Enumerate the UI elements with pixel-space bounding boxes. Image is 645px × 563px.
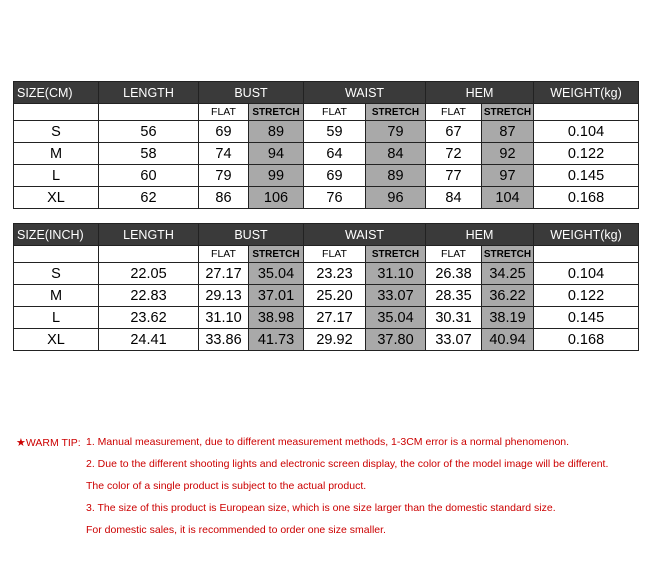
tip-line: 3. The size of this product is European size, which is one size larger than the domestic standard size.	[86, 502, 556, 514]
header-length: LENGTH	[99, 82, 199, 104]
tip-line: The color of a single product is subject to the actual product.	[86, 480, 367, 492]
cell-length: 23.62	[99, 307, 199, 329]
star-icon: ★	[16, 437, 26, 449]
cell-waist-stretch: 37.80	[366, 329, 426, 351]
cell-size: M	[14, 143, 99, 165]
cell-hem-stretch: 38.19	[482, 307, 534, 329]
cell-hem-flat: 28.35	[426, 285, 482, 307]
cell-hem-stretch: 36.22	[482, 285, 534, 307]
sub-stretch: STRETCH	[482, 104, 534, 121]
cell-bust-stretch: 37.01	[249, 285, 304, 307]
cell-waist-flat: 27.17	[304, 307, 366, 329]
cell-waist-stretch: 33.07	[366, 285, 426, 307]
cell-bust-stretch: 99	[249, 165, 304, 187]
table-header-row	[14, 224, 639, 246]
cell-bust-stretch: 41.73	[249, 329, 304, 351]
size-table-cm	[13, 81, 639, 209]
cell-bust-flat: 86	[199, 187, 249, 209]
header-hem: HEM	[426, 224, 534, 246]
cell-bust-stretch: 35.04	[249, 263, 304, 285]
cell-hem-flat: 33.07	[426, 329, 482, 351]
size-table-inch	[13, 223, 639, 351]
cell-hem-stretch: 40.94	[482, 329, 534, 351]
cell-waist-flat: 59	[304, 121, 366, 143]
cell-weight: 0.145	[534, 307, 639, 329]
cell-length: 60	[99, 165, 199, 187]
cell-length: 22.83	[99, 285, 199, 307]
cell-hem-stretch: 92	[482, 143, 534, 165]
sub-flat: FLAT	[199, 104, 249, 121]
sub-stretch: STRETCH	[249, 246, 304, 263]
header-bust: BUST	[199, 224, 304, 246]
header-hem: HEM	[426, 82, 534, 104]
table-row	[14, 121, 639, 143]
sub-flat: FLAT	[304, 104, 366, 121]
cell-hem-flat: 30.31	[426, 307, 482, 329]
cell-waist-flat: 29.92	[304, 329, 366, 351]
sub-empty	[99, 104, 199, 121]
cell-length: 56	[99, 121, 199, 143]
table-subheader-row	[14, 104, 639, 121]
cell-bust-flat: 74	[199, 143, 249, 165]
sub-stretch: STRETCH	[366, 104, 426, 121]
header-weight: WEIGHT(kg)	[534, 224, 639, 246]
header-length: LENGTH	[99, 224, 199, 246]
cell-weight: 0.122	[534, 143, 639, 165]
sub-flat: FLAT	[426, 104, 482, 121]
sub-stretch: STRETCH	[249, 104, 304, 121]
sub-flat: FLAT	[304, 246, 366, 263]
warm-tip-label: WARM TIP:	[25, 437, 81, 449]
table-row	[14, 307, 639, 329]
cell-waist-stretch: 35.04	[366, 307, 426, 329]
cell-size: S	[14, 121, 99, 143]
sub-stretch: STRETCH	[482, 246, 534, 263]
table-row	[14, 187, 639, 209]
cell-waist-stretch: 31.10	[366, 263, 426, 285]
table-subheader-row	[14, 246, 639, 263]
cell-waist-flat: 69	[304, 165, 366, 187]
table-row	[14, 263, 639, 285]
cell-hem-flat: 77	[426, 165, 482, 187]
cell-waist-flat: 64	[304, 143, 366, 165]
table-row	[14, 165, 639, 187]
sub-stretch: STRETCH	[366, 246, 426, 263]
cell-bust-stretch: 38.98	[249, 307, 304, 329]
cell-size: L	[14, 165, 99, 187]
sub-empty	[99, 246, 199, 263]
cell-waist-stretch: 79	[366, 121, 426, 143]
tip-line: 2. Due to the different shooting lights and electronic screen display, the color of the model image will be different.	[86, 458, 609, 470]
table-header-row	[14, 82, 639, 104]
cell-size: XL	[14, 187, 99, 209]
header-weight: WEIGHT(kg)	[534, 82, 639, 104]
cell-size: S	[14, 263, 99, 285]
cell-length: 24.41	[99, 329, 199, 351]
cell-bust-stretch: 94	[249, 143, 304, 165]
cell-size: L	[14, 307, 99, 329]
cell-bust-flat: 79	[199, 165, 249, 187]
cell-hem-stretch: 87	[482, 121, 534, 143]
cell-hem-stretch: 97	[482, 165, 534, 187]
warm-tip-title	[16, 436, 81, 449]
sub-empty	[534, 246, 639, 263]
table-row	[14, 143, 639, 165]
cell-waist-flat: 76	[304, 187, 366, 209]
tip-line: For domestic sales, it is recommended to order one size smaller.	[86, 524, 386, 536]
cell-bust-flat: 29.13	[199, 285, 249, 307]
sub-empty	[14, 246, 99, 263]
header-bust: BUST	[199, 82, 304, 104]
cell-weight: 0.168	[534, 187, 639, 209]
header-size: SIZE(CM)	[14, 82, 99, 104]
cell-size: XL	[14, 329, 99, 351]
header-size: SIZE(INCH)	[14, 224, 99, 246]
cell-hem-stretch: 104	[482, 187, 534, 209]
cell-waist-stretch: 89	[366, 165, 426, 187]
sub-empty	[534, 104, 639, 121]
sub-flat: FLAT	[199, 246, 249, 263]
table-row	[14, 329, 639, 351]
cell-weight: 0.122	[534, 285, 639, 307]
cell-weight: 0.168	[534, 329, 639, 351]
cell-waist-flat: 23.23	[304, 263, 366, 285]
cell-hem-flat: 72	[426, 143, 482, 165]
cell-weight: 0.145	[534, 165, 639, 187]
cell-bust-flat: 33.86	[199, 329, 249, 351]
cell-bust-flat: 27.17	[199, 263, 249, 285]
cell-waist-stretch: 96	[366, 187, 426, 209]
cell-waist-stretch: 84	[366, 143, 426, 165]
cell-weight: 0.104	[534, 121, 639, 143]
cell-size: M	[14, 285, 99, 307]
cell-hem-flat: 84	[426, 187, 482, 209]
cell-length: 58	[99, 143, 199, 165]
cell-bust-flat: 31.10	[199, 307, 249, 329]
cell-hem-flat: 26.38	[426, 263, 482, 285]
header-waist: WAIST	[304, 224, 426, 246]
cell-bust-flat: 69	[199, 121, 249, 143]
sub-flat: FLAT	[426, 246, 482, 263]
cell-hem-flat: 67	[426, 121, 482, 143]
cell-weight: 0.104	[534, 263, 639, 285]
table-row	[14, 285, 639, 307]
cell-waist-flat: 25.20	[304, 285, 366, 307]
cell-length: 22.05	[99, 263, 199, 285]
cell-bust-stretch: 89	[249, 121, 304, 143]
cell-hem-stretch: 34.25	[482, 263, 534, 285]
cell-bust-stretch: 106	[249, 187, 304, 209]
header-waist: WAIST	[304, 82, 426, 104]
sub-empty	[14, 104, 99, 121]
tip-line: 1. Manual measurement, due to different measurement methods, 1-3CM error is a normal phenomenon.	[86, 436, 570, 448]
cell-length: 62	[99, 187, 199, 209]
